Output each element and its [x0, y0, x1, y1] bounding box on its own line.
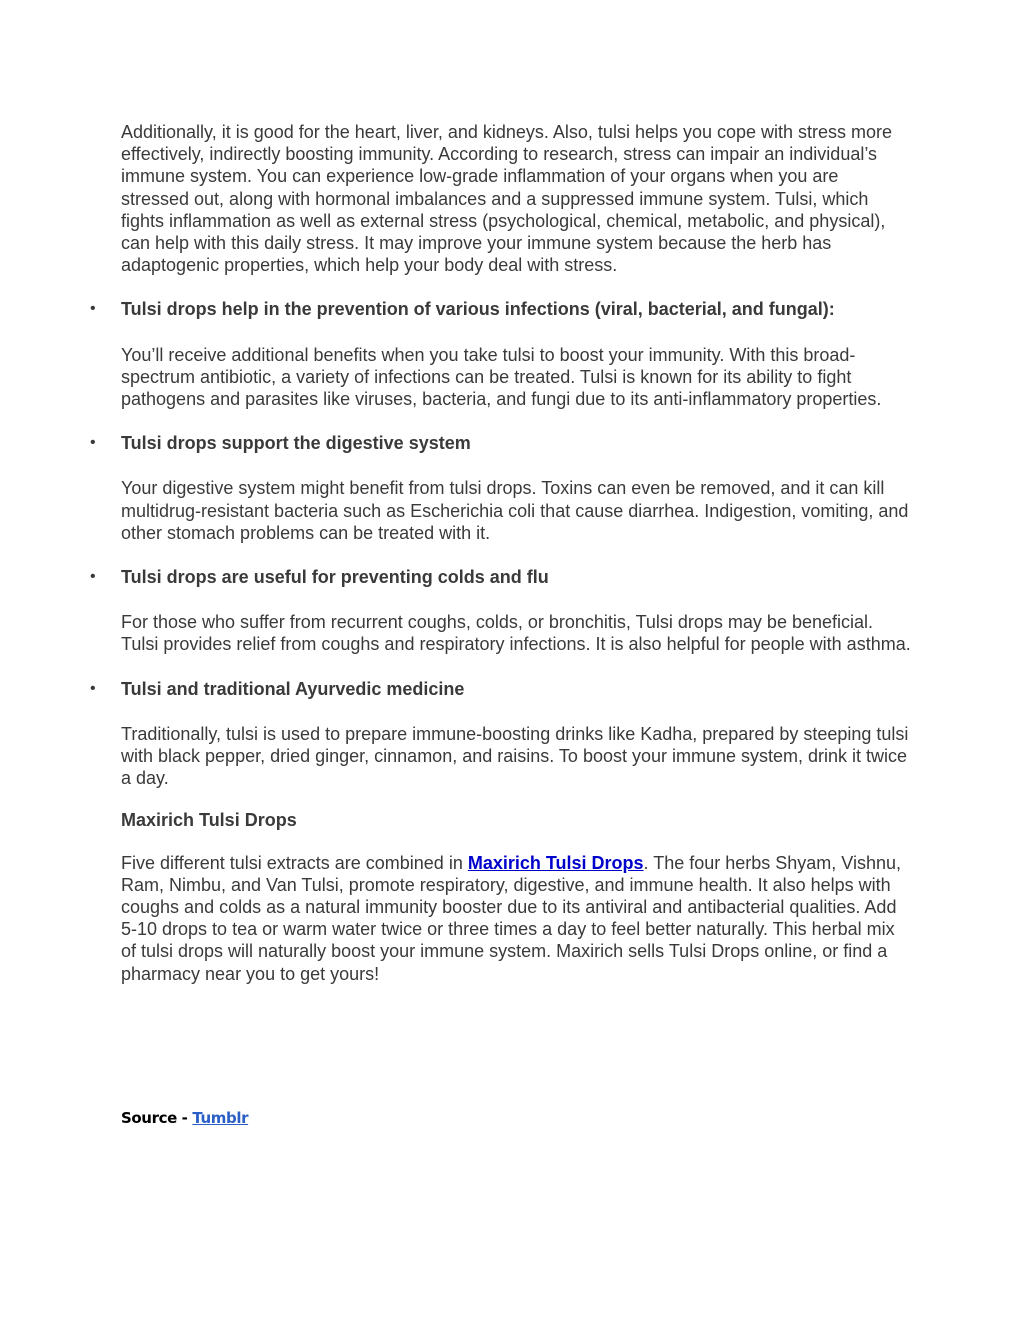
- maxirich-tulsi-drops-link[interactable]: Maxirich Tulsi Drops: [467, 852, 644, 873]
- bullet-item-digestive: [90, 432, 911, 454]
- product-heading: Maxirich Tulsi Drops: [121, 810, 297, 831]
- section-body: Your digestive system might benefit from tulsi drops. Toxins can even be removed, and it can kill multidrug-resistant bacteria such as Escherichia coli that cause diarrhea. Indigestion, vomiting, and other stomach problems can be treated with it.: [121, 478, 909, 543]
- section-body: You’ll receive additional benefits when you take tulsi to boost your immunity. With this broad-spectrum antibiotic, a variety of infections can be treated. Tulsi is known for its ability to fight pathogens and parasites like viruses, bacteria, and fungi due to its anti-inflammatory properties.: [121, 344, 882, 410]
- product-body-start: Five different tulsi extracts are combined in: [121, 852, 468, 873]
- section-heading: Tulsi drops are useful for preventing colds and flu: [121, 567, 549, 588]
- section-body: For those who suffer from recurrent coughs, colds, or bronchitis, Tulsi drops may be beneficial. Tulsi provides relief from coughs and respiratory infections. It is also helpful for people with asthma.: [121, 612, 911, 655]
- section-body: Traditionally, tulsi is used to prepare immune-boosting drinks like Kadha, prepared by steeping tulsi with black pepper, dried ginger, cinnamon, and raisins. To boost your immune system, drink it twice a day.: [121, 723, 909, 789]
- bullet-icon: •: [90, 434, 96, 452]
- bullet-icon: •: [90, 679, 96, 697]
- tumblr-source-link[interactable]: Tumblr: [192, 1109, 249, 1127]
- bullet-item-infections: [90, 298, 911, 320]
- section-heading: Tulsi drops help in the prevention of various infections (viral, bacterial, and fungal):: [121, 299, 835, 320]
- bullet-icon: •: [90, 568, 96, 586]
- bullet-item-ayurvedic: [90, 678, 911, 700]
- section-heading: Tulsi and traditional Ayurvedic medicine: [121, 678, 465, 699]
- document-page: [90, 121, 911, 1007]
- bullet-icon: •: [90, 300, 96, 318]
- intro-paragraph: Additionally, it is good for the heart, liver, and kidneys. Also, tulsi helps you cope with stress more effectively, indirectly boosting immunity. According to research, stress can impair an individual’s immune system. You can experience low-grade inflammation of your organs when you are stressed out, along with hormonal imbalances and a suppressed immune system. Tulsi, which fights inflammation as well as external stress (psychological, chemical, metabolic, and physical), can help with this daily stress. It may improve your immune system because the herb has adaptogenic properties, which help your body deal with stress.: [121, 122, 893, 276]
- section-heading: Tulsi drops support the digestive system: [121, 433, 471, 454]
- source-label: Source -: [121, 1109, 193, 1127]
- bullet-item-colds: [90, 566, 911, 588]
- product-body-end: . The four herbs Shyam, Vishnu, Ram, Nimbu, and Van Tulsi, promote respiratory, digestive, and immune health. It also helps with coughs and colds as a natural immunity booster due to its antiviral and antibacterial qualities. Add 5-10 drops to tea or warm water twice or three times a day to feel better naturally. This herbal mix of tulsi drops will naturally boost your immune system. Maxirich sells Tulsi Drops online, or find a pharmacy near you to get yours!: [121, 852, 902, 984]
- product-paragraph: [121, 852, 911, 985]
- source-line: [121, 1107, 248, 1129]
